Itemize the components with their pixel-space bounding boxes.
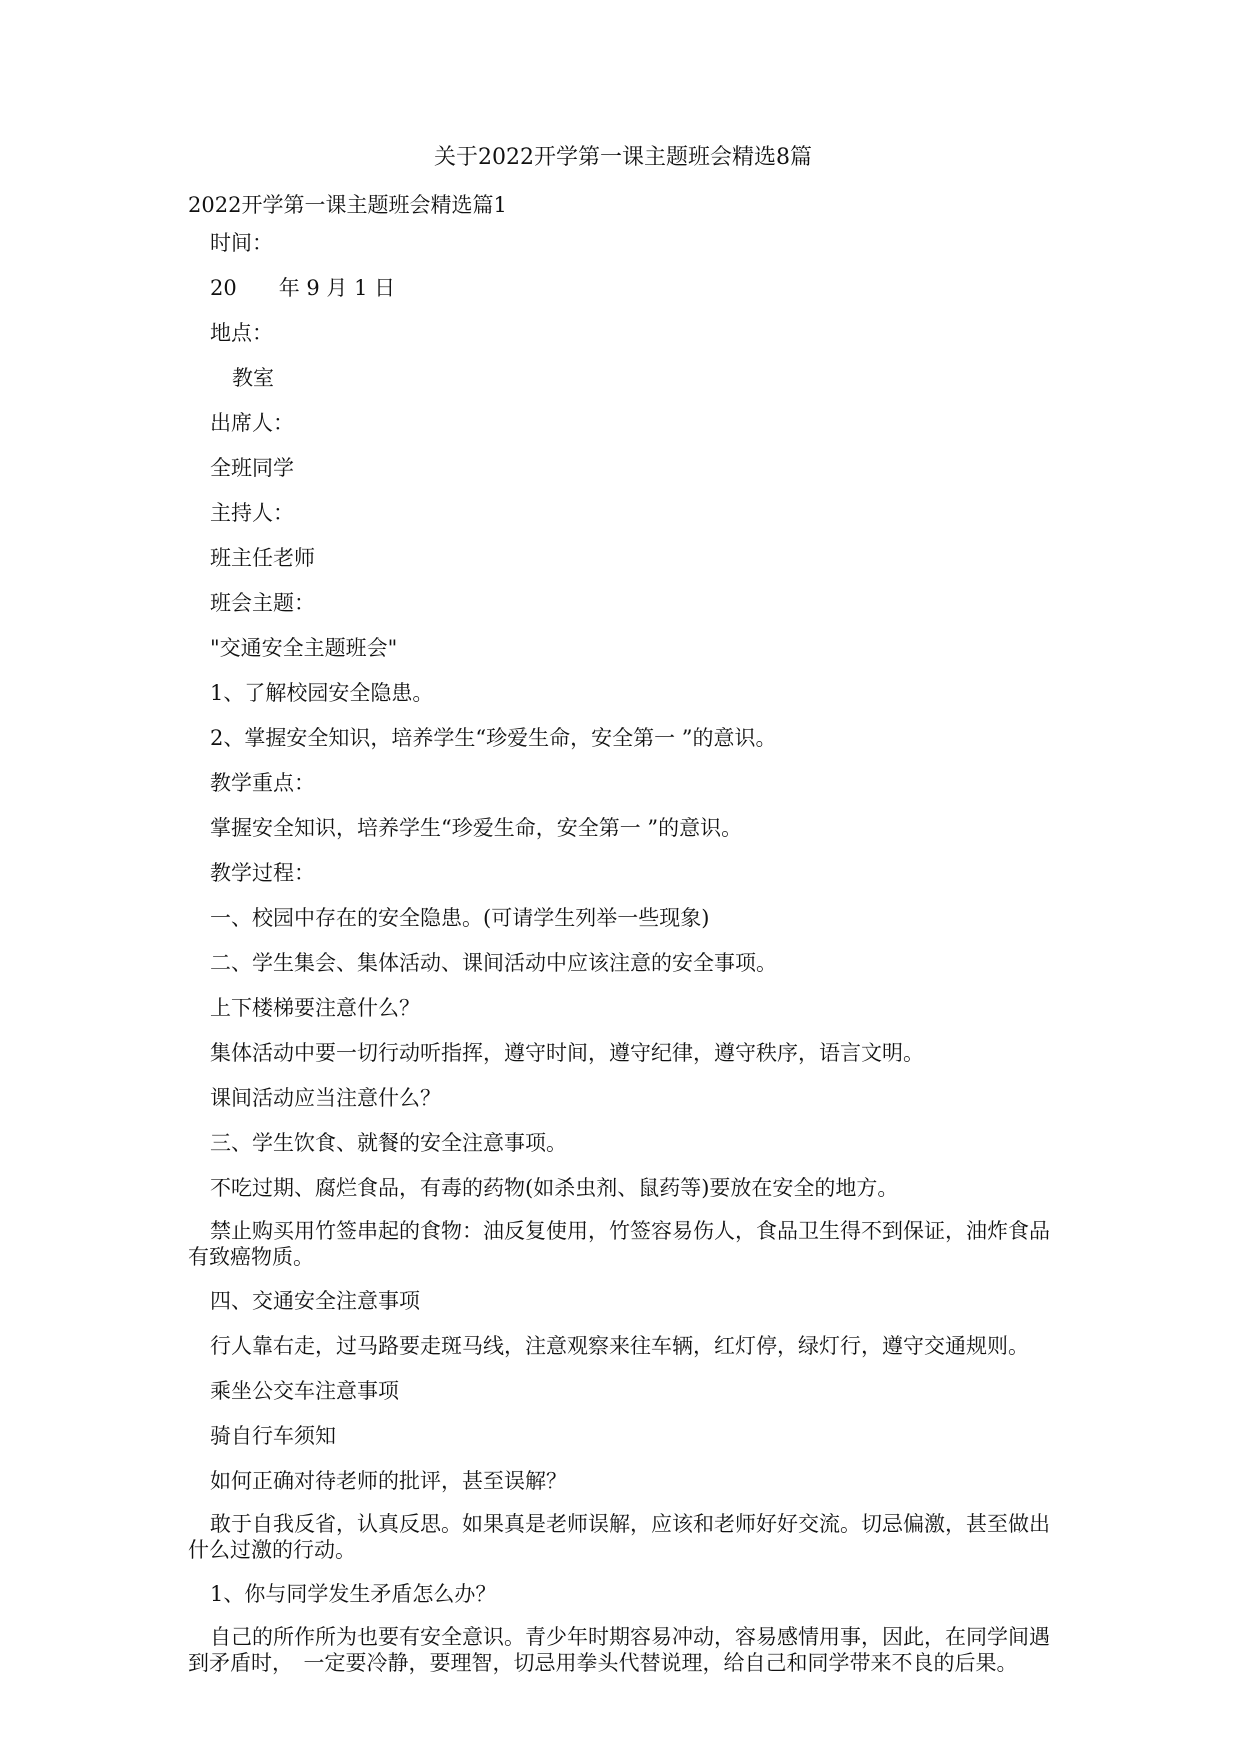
- paragraph: 行人靠右走，过马路要走斑马线，注意观察来往车辆，红灯停，绿灯行，遵守交通规则。: [210, 1334, 1029, 1358]
- paragraph: 骑自行车须知: [210, 1424, 336, 1448]
- paragraph: 时间：: [210, 231, 273, 255]
- paragraph: 主持人：: [210, 501, 294, 525]
- paragraph: 20 年 9 月 1 日: [210, 276, 396, 300]
- paragraph: 禁止购买用竹签串起的食物：油反复使用，竹签容易伤人，食品卫生得不到保证，油炸食品有致癌物质。: [188, 1219, 1050, 1269]
- paragraph: "交通安全主题班会": [210, 636, 398, 660]
- paragraph: 自己的所作所为也要有安全意识。青少年时期容易冲动，容易感情用事，因此，在同学间遇到矛盾时， 一定要冷静，要理智，切忌用拳头代替说理，给自己和同学带来不良的后果。: [188, 1625, 1050, 1675]
- paragraph: 不吃过期、腐烂食品，有毒的药物(如杀虫剂、鼠药等)要放在安全的地方。: [210, 1176, 899, 1200]
- paragraph: 集体活动中要一切行动听指挥，遵守时间，遵守纪律，遵守秩序，语言文明。: [210, 1041, 924, 1065]
- paragraph: 全班同学: [210, 456, 294, 480]
- paragraph: 1、你与同学发生矛盾怎么办？: [210, 1582, 497, 1606]
- paragraph: 教室: [232, 366, 274, 390]
- paragraph: 2、掌握安全知识，培养学生“珍爱生命，安全第一 ”的意识。: [210, 726, 777, 750]
- document-title: 关于2022开学第一课主题班会精选8篇: [434, 145, 812, 170]
- paragraph: 掌握安全知识，培养学生“珍爱生命，安全第一 ”的意识。: [210, 816, 743, 840]
- document-page: [188, 140, 1058, 1692]
- paragraph: 1、了解校园安全隐患。: [210, 681, 434, 705]
- paragraph: 二、学生集会、集体活动、课间活动中应该注意的安全事项。: [210, 951, 777, 975]
- paragraph: 教学过程：: [210, 861, 315, 885]
- paragraph: 乘坐公交车注意事项: [210, 1379, 399, 1403]
- section-heading: 2022开学第一课主题班会精选篇1: [188, 193, 507, 217]
- paragraph: 教学重点：: [210, 771, 315, 795]
- paragraph: 敢于自我反省，认真反思。如果真是老师误解，应该和老师好好交流。切忌偏激，甚至做出什么过激的行动。: [188, 1512, 1050, 1562]
- paragraph: 上下楼梯要注意什么？: [210, 996, 420, 1020]
- paragraph: 地点：: [210, 321, 273, 345]
- paragraph: 三、学生饮食、就餐的安全注意事项。: [210, 1131, 567, 1155]
- paragraph: 如何正确对待老师的批评，甚至误解？: [210, 1469, 567, 1493]
- paragraph: 班会主题：: [210, 591, 315, 615]
- paragraph: 出席人：: [210, 411, 294, 435]
- paragraph: 一、校园中存在的安全隐患。(可请学生列举一些现象): [210, 906, 710, 930]
- document-body: [188, 228, 1058, 1676]
- paragraph: 班主任老师: [210, 546, 315, 570]
- paragraph: 四、交通安全注意事项: [210, 1289, 420, 1313]
- paragraph: 课间活动应当注意什么？: [210, 1086, 441, 1110]
